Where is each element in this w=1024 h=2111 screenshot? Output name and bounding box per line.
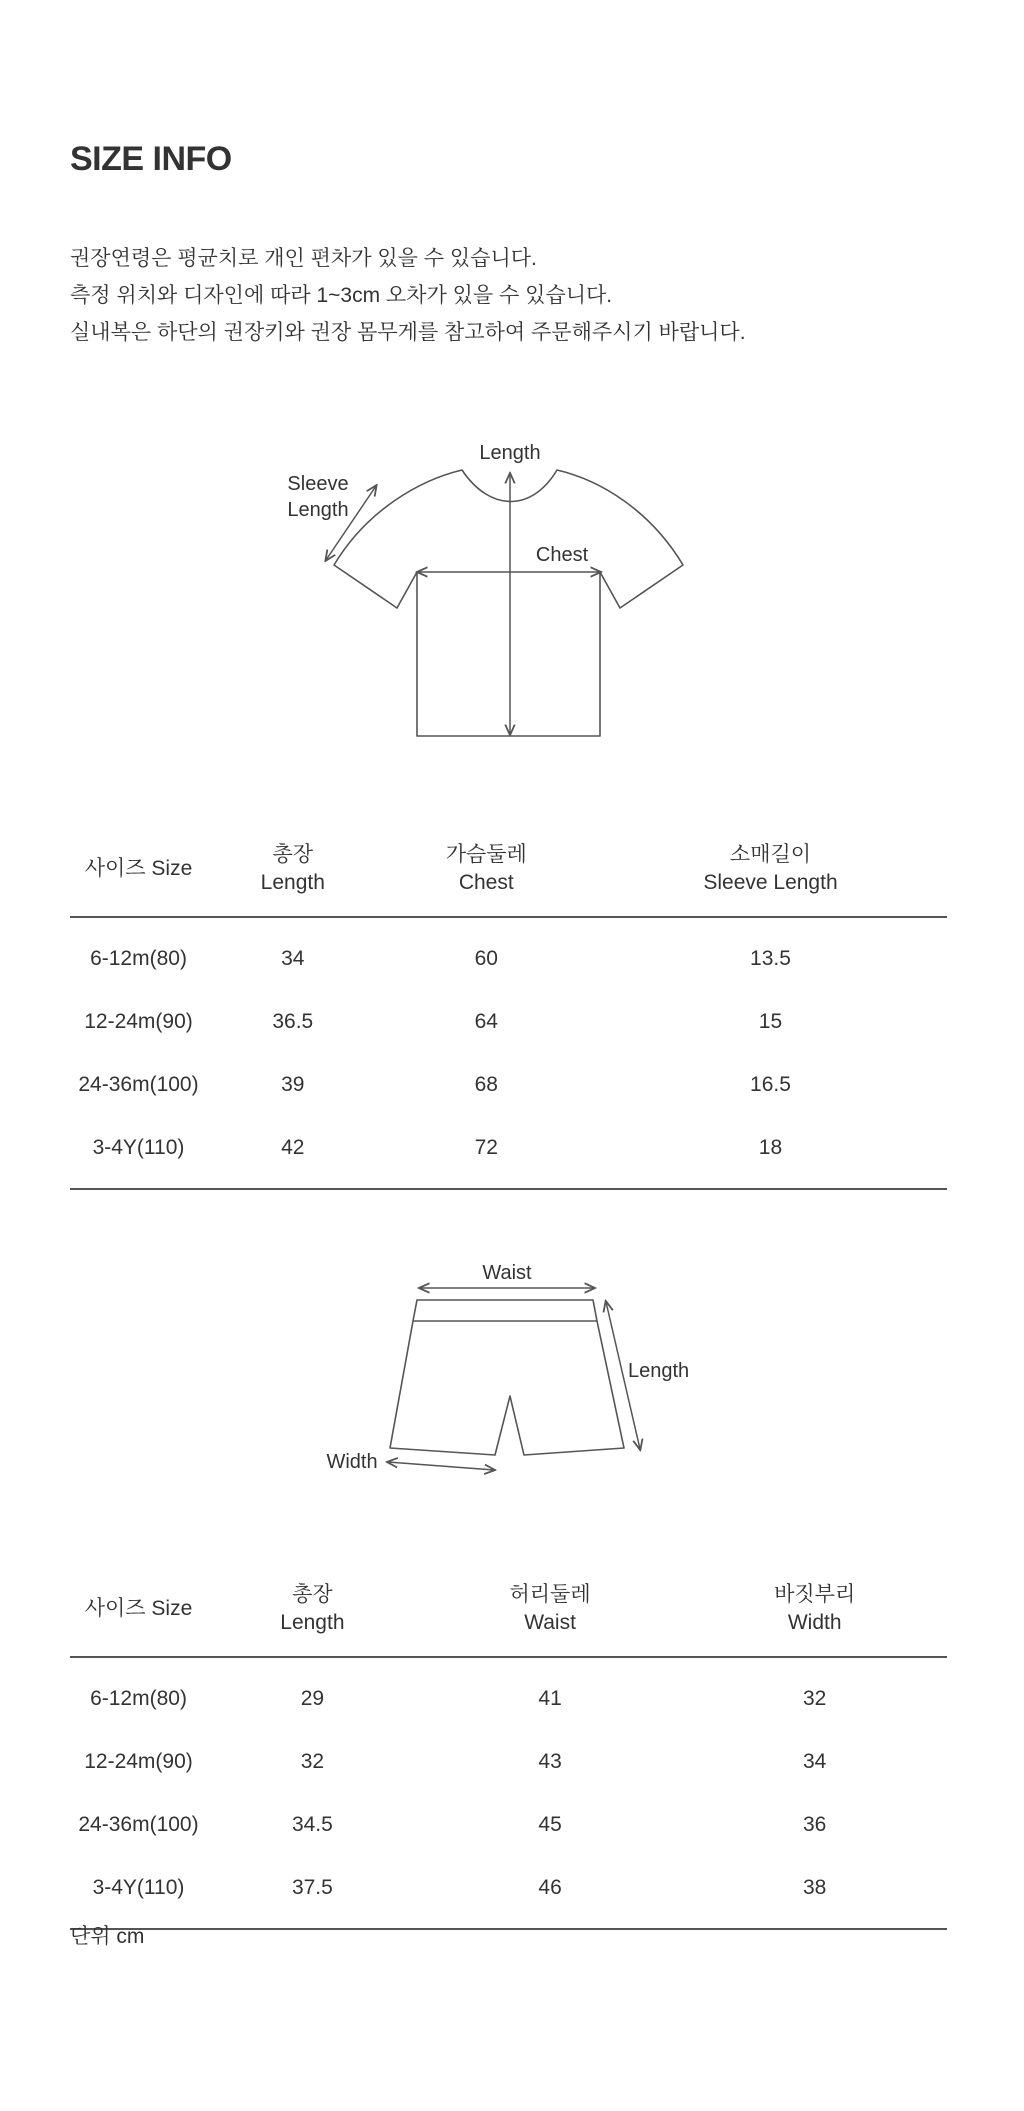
length-cell: 29 bbox=[300, 1686, 325, 1710]
table-row bbox=[70, 1657, 947, 1730]
header-waist: 허리둘레 Waist bbox=[418, 1562, 683, 1657]
length-cell: 42 bbox=[207, 1116, 379, 1189]
size-cell: 3-4Y(110) bbox=[92, 1135, 185, 1159]
waist-label: Waist bbox=[482, 1262, 532, 1284]
chest-cell: 60 bbox=[474, 946, 498, 970]
waist-cell: 45 bbox=[538, 1812, 562, 1836]
waist-cell: 43 bbox=[538, 1749, 562, 1773]
size-cell: 3-4Y(110) bbox=[92, 1875, 185, 1899]
chest-cell: 68 bbox=[474, 1072, 498, 1096]
tshirt-outline-icon bbox=[0, 420, 1024, 740]
sleeve-arrow bbox=[326, 486, 376, 560]
size-cell: 6-12m(80) bbox=[90, 1686, 187, 1710]
sleeve-cell: 16.5 bbox=[750, 1072, 791, 1096]
sleeve-label: Length bbox=[287, 499, 349, 521]
sleeve-cell: 15 bbox=[758, 1009, 783, 1033]
width-label: Width bbox=[326, 1451, 378, 1473]
length-cell: 39 bbox=[281, 1072, 305, 1096]
sleeve-cell: 18 bbox=[594, 1116, 947, 1189]
chest-label: Chest bbox=[535, 544, 589, 566]
header-length: 총장 Length bbox=[207, 1562, 418, 1657]
length-label: Length bbox=[479, 442, 541, 464]
width-cell: 38 bbox=[682, 1856, 947, 1929]
sleeve-label: Sleeve bbox=[287, 473, 349, 495]
size-cell: 12-24m(90) bbox=[84, 1749, 193, 1773]
length-cell: 36.5 bbox=[272, 1009, 314, 1033]
table-row bbox=[70, 917, 947, 990]
table-header-row bbox=[70, 822, 947, 917]
table-row bbox=[70, 1793, 947, 1856]
header-width: 바짓부리 Width bbox=[682, 1562, 947, 1657]
sleeve-cell: 13.5 bbox=[750, 946, 791, 970]
length-label: Length bbox=[628, 1360, 690, 1382]
waist-cell: 41 bbox=[538, 1686, 562, 1710]
size-cell: 24-36m(100) bbox=[78, 1072, 199, 1096]
note-line: 실내복은 하단의 권장키와 권장 몸무게를 참고하여 주문해주시기 바랍니다. bbox=[70, 321, 746, 344]
table-row bbox=[70, 1856, 947, 1929]
table-row bbox=[70, 1116, 947, 1189]
length-cell: 37.5 bbox=[207, 1856, 418, 1929]
size-cell: 6-12m(80) bbox=[90, 946, 187, 970]
size-notes bbox=[70, 240, 746, 351]
length-cell: 32 bbox=[300, 1749, 325, 1773]
header-size: 사이즈 Size bbox=[70, 822, 207, 917]
width-arrow bbox=[388, 1462, 494, 1470]
chest-cell: 72 bbox=[379, 1116, 594, 1189]
bottom-size-table bbox=[70, 1562, 947, 1930]
note-line: 측정 위치와 디자인에 따라 1~3cm 오차가 있을 수 있습니다. bbox=[70, 284, 613, 307]
length-cell: 34.5 bbox=[291, 1812, 333, 1836]
width-cell: 32 bbox=[803, 1686, 827, 1710]
header-length: 총장 Length bbox=[207, 822, 379, 917]
size-cell: 24-36m(100) bbox=[78, 1812, 199, 1836]
table-row bbox=[70, 1053, 947, 1116]
header-chest: 가슴둘레 Chest bbox=[379, 822, 594, 917]
width-cell: 34 bbox=[803, 1749, 827, 1773]
header-size: 사이즈 Size bbox=[70, 1562, 207, 1657]
length-cell: 34 bbox=[281, 946, 305, 970]
header-sleeve-length: 소매길이 Sleeve Length bbox=[594, 822, 947, 917]
note-line: 권장연령은 평균치로 개인 편차가 있을 수 있습니다. bbox=[70, 247, 537, 270]
top-size-table bbox=[70, 822, 947, 1190]
size-cell: 12-24m(90) bbox=[84, 1009, 193, 1033]
page-title: SIZE INFO bbox=[70, 140, 232, 178]
chest-cell: 64 bbox=[474, 1009, 498, 1033]
table-header-row bbox=[70, 1562, 947, 1657]
table-row bbox=[70, 990, 947, 1053]
waist-cell: 46 bbox=[418, 1856, 683, 1929]
unit-note: 단위 cm bbox=[70, 1925, 145, 1948]
table-row bbox=[70, 1730, 947, 1793]
shorts-outline-icon bbox=[0, 1250, 1024, 1490]
width-cell: 36 bbox=[803, 1812, 827, 1836]
